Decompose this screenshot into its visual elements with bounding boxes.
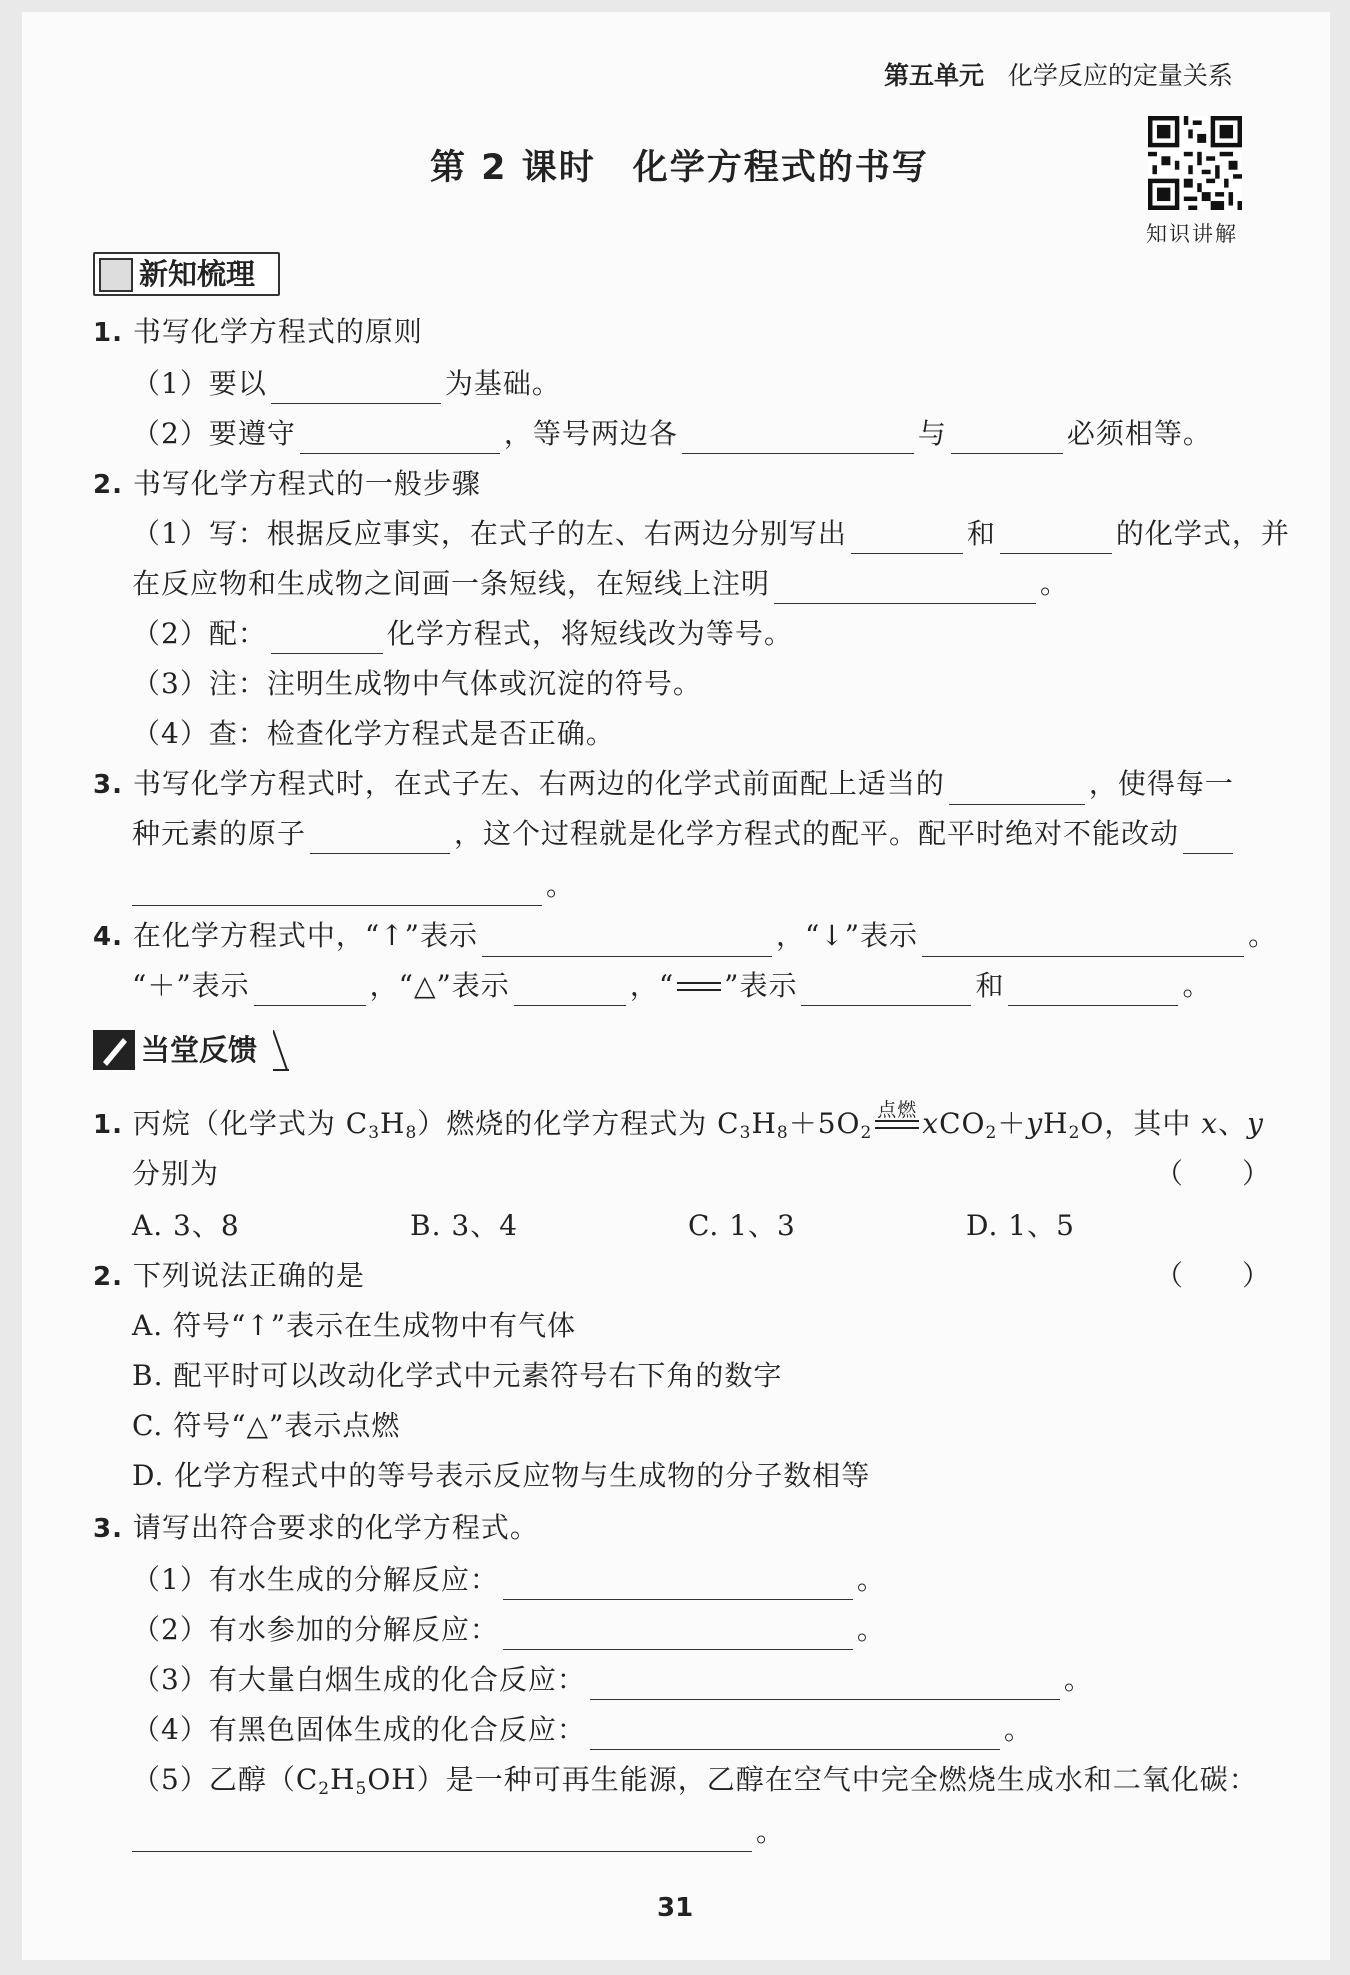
equals-sign-icon <box>677 978 721 998</box>
question-text: ，“ <box>629 969 675 1002</box>
option-c[interactable]: C. 符号“△”表示点燃 <box>132 1409 401 1442</box>
question-text: ，使得每一 <box>1088 767 1234 800</box>
item-text: （1）写：根据反应事实，在式子的左、右两边分别写出 <box>132 517 847 550</box>
question-number: 4. <box>93 922 123 952</box>
question-number: 3. <box>93 770 123 800</box>
question-3-line-3 <box>132 866 575 906</box>
page-title: 第 2 课时 化学方程式的书写 <box>430 148 929 188</box>
question-text: ，“△”表示 <box>369 969 510 1002</box>
answer-blank[interactable] <box>851 521 963 554</box>
formula-text: 丙烷（化学式为 C <box>132 1107 369 1140</box>
feedback-question-2 <box>93 1256 365 1297</box>
option-b[interactable]: B. 3、4 <box>410 1209 519 1242</box>
answer-blank[interactable] <box>503 1567 853 1600</box>
answer-blank[interactable] <box>801 973 971 1006</box>
answer-blank[interactable] <box>310 821 450 854</box>
formula-text: H <box>1043 1107 1069 1140</box>
variable: x <box>922 1107 940 1140</box>
answer-blank[interactable] <box>271 621 383 654</box>
question-text: 请写出符合要求的化学方程式。 <box>132 1511 539 1544</box>
question-3-line-2 <box>132 814 1237 854</box>
answer-blank[interactable] <box>254 973 366 1006</box>
question-number: 1. <box>93 1110 123 1140</box>
question-3-line-1 <box>93 764 1234 805</box>
question-text: 下列说法正确的是 <box>132 1259 365 1292</box>
question-text: 和 <box>975 969 1005 1002</box>
unit-number: 第五单元 <box>884 61 985 90</box>
section-label: 当堂反馈 <box>141 1033 258 1067</box>
reaction-equals-sign <box>875 1098 919 1136</box>
variable: y <box>1026 1107 1044 1140</box>
formula-text: O，其中 <box>1080 1107 1202 1140</box>
item-text: H <box>330 1763 356 1796</box>
answer-blank[interactable] <box>922 924 1244 957</box>
question-text: ，这个过程就是化学方程式的配平。配平时绝对不能改动 <box>454 817 1180 850</box>
question-text: ，“↓”表示 <box>775 919 919 952</box>
answer-blank[interactable] <box>590 1717 1000 1750</box>
answer-blank[interactable] <box>774 571 1036 604</box>
option-b[interactable]: B. 配平时可以改动化学式中元素符号右下角的数字 <box>132 1359 783 1392</box>
q3-item-5 <box>132 1760 1258 1800</box>
item-text: 。 <box>756 1815 786 1848</box>
condition-label: 点燃 <box>877 1098 918 1121</box>
feedback-question-3 <box>93 1508 539 1549</box>
item-text: 。 <box>1040 567 1070 600</box>
variable: y <box>1247 1107 1264 1140</box>
unit-title: 化学反应的定量关系 <box>1007 61 1233 90</box>
item-text: 。 <box>856 1563 886 1596</box>
question-text: 书写化学方程式的一般步骤 <box>132 467 481 500</box>
question-text: ”表示 <box>724 969 798 1002</box>
item-text: （2）有水参加的分解反应： <box>132 1613 499 1646</box>
formula-text: ＋5O <box>788 1107 861 1140</box>
item-text: 必须相等。 <box>1066 417 1212 450</box>
q3-item-1 <box>132 1560 886 1600</box>
formula-text: H <box>751 1107 777 1140</box>
option-d[interactable]: D. 化学方程式中的等号表示反应物与生成物的分子数相等 <box>132 1459 871 1492</box>
answer-blank[interactable] <box>590 1667 1060 1700</box>
q2-step-1a <box>132 514 1290 554</box>
answer-blank[interactable] <box>951 421 1063 454</box>
question-text: 在化学方程式中，“↑”表示 <box>132 919 478 952</box>
subscript: 3 <box>368 1123 381 1143</box>
feedback-question-1-line-1 <box>93 1098 1264 1145</box>
item-text: 为基础。 <box>444 367 561 400</box>
q2-step-1b <box>132 564 1069 604</box>
answer-blank[interactable] <box>1183 821 1233 854</box>
answer-blank[interactable] <box>300 421 500 454</box>
answer-blank[interactable] <box>682 421 914 454</box>
q2-step-2 <box>132 614 793 654</box>
formula-text: 、 <box>1218 1107 1248 1140</box>
q2-step-4: （4）查：检查化学方程式是否正确。 <box>132 717 615 750</box>
feedback-question-1-line-2: 分别为 <box>132 1157 220 1190</box>
item-text: （3）有大量白烟生成的化合反应： <box>132 1663 586 1696</box>
label-tail-icon <box>273 1030 289 1072</box>
pencil-icon <box>93 1030 135 1070</box>
item-text: 在反应物和生成物之间画一条短线，在短线上注明 <box>132 567 771 600</box>
subscript: 2 <box>985 1123 998 1143</box>
item-text: （1）有水生成的分解反应： <box>132 1563 499 1596</box>
section-in-class-feedback <box>93 1030 283 1070</box>
qr-code-image[interactable] <box>1148 116 1242 210</box>
answer-blank[interactable] <box>271 371 441 404</box>
subscript: 3 <box>739 1123 752 1143</box>
item-text: ，等号两边各 <box>503 417 678 450</box>
book-icon <box>99 258 133 292</box>
variable: x <box>1201 1107 1219 1140</box>
q2-step-3: （3）注：注明生成物中气体或沉淀的符号。 <box>132 667 702 700</box>
answer-blank[interactable] <box>514 973 626 1006</box>
answer-parentheses[interactable]: （ ） <box>1155 1259 1272 1292</box>
q3-item-3 <box>132 1660 1093 1700</box>
answer-blank[interactable] <box>132 873 542 906</box>
question-text: 。 <box>1248 919 1278 952</box>
option-c[interactable]: C. 1、3 <box>688 1209 796 1242</box>
formula-text: ）燃烧的化学方程式为 C <box>417 1107 740 1140</box>
subscript: 2 <box>318 1779 331 1799</box>
answer-blank[interactable] <box>482 924 772 957</box>
answer-blank[interactable] <box>132 1819 752 1852</box>
question-text: 书写化学方程式的原则 <box>132 315 423 348</box>
subscript: 8 <box>405 1123 418 1143</box>
answer-blank[interactable] <box>1000 521 1112 554</box>
section-label: 新知梳理 <box>139 257 256 291</box>
question-1 <box>93 312 423 353</box>
question-number: 2. <box>93 1262 123 1292</box>
subscript: 8 <box>776 1123 789 1143</box>
item-text: 的化学式，并 <box>1115 517 1290 550</box>
q3-item-5-answer <box>132 1812 785 1852</box>
question-4-line-1 <box>93 916 1277 957</box>
question-text: 种元素的原子 <box>132 817 307 850</box>
item-text: 与 <box>917 417 947 450</box>
item-text: 。 <box>856 1613 886 1646</box>
answer-blank[interactable] <box>949 772 1085 805</box>
option-a[interactable]: A. 3、8 <box>132 1209 240 1242</box>
item-text: 。 <box>1063 1663 1093 1696</box>
formula-text: H <box>380 1107 406 1140</box>
question-4-line-2 <box>132 966 1212 1006</box>
qr-caption: 知识讲解 <box>1146 222 1238 246</box>
item-text: （1）要以 <box>132 367 267 400</box>
item-text: （5）乙醇（C <box>132 1763 319 1796</box>
subscript: 5 <box>355 1779 368 1799</box>
question-number: 3. <box>93 1514 123 1544</box>
question-number: 1. <box>93 318 123 348</box>
subscript: 2 <box>860 1123 873 1143</box>
question-text: “＋”表示 <box>132 969 250 1002</box>
option-a[interactable]: A. 符号“↑”表示在生成物中有气体 <box>132 1309 577 1342</box>
question-2 <box>93 464 481 505</box>
page-number: 31 <box>657 1893 694 1923</box>
item-text: OH）是一种可再生能源，乙醇在空气中完全燃烧生成水和二氧化碳： <box>367 1763 1258 1796</box>
item-text: （2）配： <box>132 617 267 650</box>
answer-blank[interactable] <box>503 1617 853 1650</box>
unit-header <box>884 56 1233 92</box>
item-text: （2）要遵守 <box>132 417 296 450</box>
q3-item-4 <box>132 1710 1033 1750</box>
q3-item-2 <box>132 1610 886 1650</box>
subscript: 2 <box>1068 1123 1081 1143</box>
q1-item-2 <box>132 414 1212 454</box>
question-text: 。 <box>1182 969 1212 1002</box>
formula-text: ＋ <box>997 1107 1027 1140</box>
item-text: （4）有黑色固体生成的化合反应： <box>132 1713 586 1746</box>
option-d[interactable]: D. 1、5 <box>966 1209 1075 1242</box>
qr-code-icon <box>1148 116 1242 210</box>
formula-text: CO <box>939 1107 986 1140</box>
question-text: 书写化学方程式时，在式子左、右两边的化学式前面配上适当的 <box>132 767 945 800</box>
answer-parentheses[interactable]: （ ） <box>1155 1157 1272 1190</box>
section-new-knowledge <box>93 252 280 296</box>
answer-blank[interactable] <box>1008 973 1178 1006</box>
q1-item-1 <box>132 364 561 404</box>
item-text: 和 <box>966 517 996 550</box>
item-text: 。 <box>1003 1713 1033 1746</box>
question-text: 。 <box>546 869 576 902</box>
question-number: 2. <box>93 470 123 500</box>
item-text: 化学方程式，将短线改为等号。 <box>386 617 793 650</box>
